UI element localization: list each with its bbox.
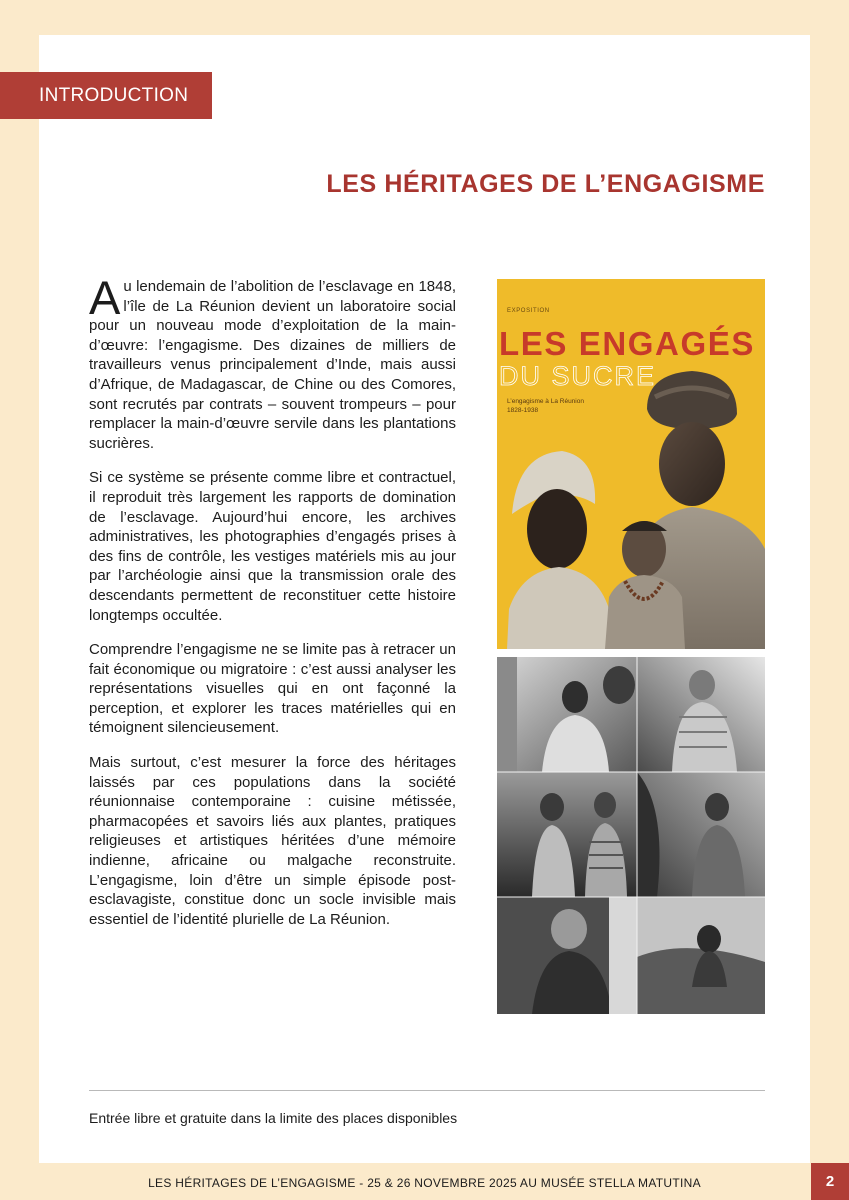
exhibition-poster [497, 279, 765, 649]
paragraph-1-text: u lendemain de l’abolition de l’esclavage en 1848, l’île de La Réunion devient un laboratoire social pour un nouveau mode d’exploitation de la main-d’œuvre: l’engagisme. Des dizaines de milliers de travailleurs venus principalement d’Inde, mais aussi d’Afrique, de Madagascar, de Chine ou des Comores, sont recrutés par contrats – souvent trompeurs – pour remplacer la main-d’œuvre servile dans les plantations sucrières. [89, 278, 456, 452]
article-paragraph-4: Mais surtout, c’est mesurer la force des héritages laissés par ces populations dans la société réunionnaise contemporaine : cuisine métissée, pharmacopées et savoirs liés aux plantes, pratiques religieuses et artistiques héritées d’une mémoire indienne, africaine ou malgache reconstruite. L’engagisme, loin d’être un simple épisode post-esclavagiste, constitue donc un socle invisible mais essentiel de l’identité plurielle de La Réunion. [89, 754, 456, 928]
poster-caption [507, 397, 597, 415]
poster-caption-line-2: 1828-1938 [507, 407, 539, 414]
drop-cap: A [89, 271, 121, 324]
section-tab-label: INTRODUCTION [39, 85, 189, 106]
footer-text: LES HÉRITAGES DE L’ENGAGISME - 25 & 26 NOVEMBRE 2025 AU MUSÉE STELLA MATUTINA [148, 1176, 701, 1190]
admission-note: Entrée libre et gratuite dans la limite des places disponibles [89, 1110, 458, 1126]
article-paragraph-2: Si ce système se présente comme libre et contractuel, il reproduit très largement les rapports de domination de l’esclavage. Aujourd’hui encore, les archives administratives, les photographies d’engagés prises à des fins de contrôle, les vestiges matériels mis au jour par l’archéologie ainsi que la transmission orale des descendants permettent de reconstituer cette histoire longtemps occultée. [89, 469, 456, 624]
poster-subtitle: DU SUCRE [499, 361, 657, 391]
photo-collage [497, 657, 765, 1014]
article-paragraph-1 [89, 271, 456, 453]
article-body [89, 271, 456, 944]
poster-kicker: EXPOSITION [507, 308, 550, 314]
page-title: LES HÉRITAGES DE L’ENGAGISME [326, 170, 765, 198]
poster-caption-line-1: L’engagisme à La Réunion [507, 398, 584, 405]
photo-collage-illustration [497, 657, 765, 1014]
article-paragraph-3: Comprendre l’engagisme ne se limite pas à retracer un fait économique ou migratoire : c’est aussi analyser les représentations visuelles qui en ont façonné la perception, et explorer les traces matérielles qui en témoignent silencieusement. [89, 641, 456, 737]
page-number: 2 [811, 1163, 849, 1200]
footer-divider [89, 1090, 765, 1091]
poster-title: LES ENGAGÉS [499, 325, 755, 362]
section-tab [0, 72, 212, 119]
